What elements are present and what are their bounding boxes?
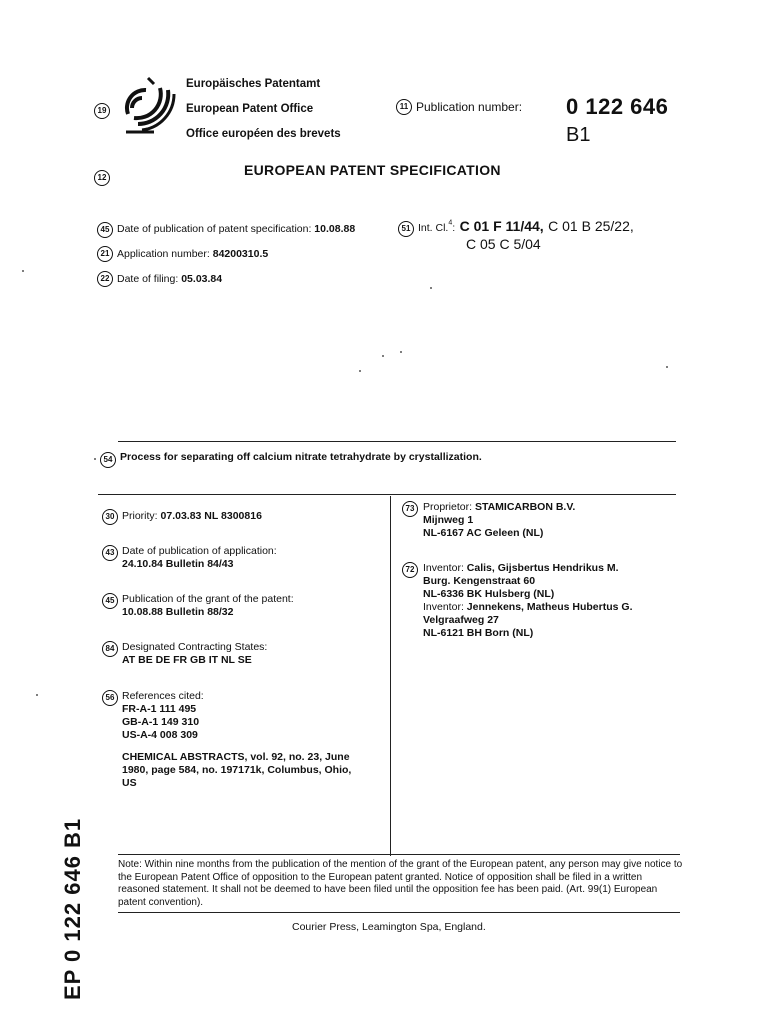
printer-footer: Courier Press, Leamington Spa, England. [292, 921, 486, 933]
references-label: References cited: [122, 690, 204, 702]
int-cl-label: Int. Cl. [418, 222, 449, 234]
inventor-name: Jennekens, Matheus Hubertus G. [466, 601, 633, 613]
inventors-block [423, 562, 633, 640]
inid-code-30: 30 [102, 509, 118, 525]
inid-code-84: 84 [102, 641, 118, 657]
document-type-title: EUROPEAN PATENT SPECIFICATION [244, 162, 501, 178]
kind-code: B1 [566, 124, 591, 146]
application-publication-label: Date of publication of application: [122, 545, 277, 557]
int-cl-secondary-2: C 05 C 5/04 [466, 236, 541, 252]
grant-publication-value: 10.08.88 Bulletin 88/32 [122, 606, 234, 618]
spec-publication-date-label: Date of publication of patent specification: [117, 223, 312, 235]
chemical-abstracts-reference [122, 751, 351, 790]
application-number: 84200310.5 [212, 248, 269, 260]
office-name-en: European Patent Office [186, 103, 314, 115]
int-cl-sup: 4 [448, 219, 453, 227]
proprietor-name: STAMICARBON B.V. [474, 501, 576, 513]
inid-code-51: 51 [398, 221, 414, 237]
filing-date-row [117, 273, 222, 285]
application-number-label: Application number: [117, 248, 210, 260]
opposition-note: Note: Within nine months from the publication of the mention of the grant of the European patent, any person may give notice to the European Patent Office of opposition to the European patent granted. Notice of opposition shall be filed in a written reasoned statement. It shall not be deemed to have been filed until the opposition fee has been paid. (Art. 99(1) European patent convention). [118, 859, 683, 908]
priority-block [122, 510, 262, 523]
priority-value: 07.03.83 NL 8300816 [160, 510, 262, 522]
publication-number-label: Publication number: [416, 100, 523, 114]
inventor-name: Calis, Gijsbertus Hendrikus M. [466, 562, 619, 574]
proprietor-address: Mijnweg 1 [423, 514, 474, 526]
inid-code-72: 72 [402, 562, 418, 578]
grant-publication-block [122, 593, 294, 619]
grant-publication-label: Publication of the grant of the patent: [122, 593, 294, 605]
proprietor-block [423, 501, 575, 540]
sidebar-patent-number: EP 0 122 646 B1 [60, 817, 85, 1000]
inid-code-45: 45 [97, 222, 113, 238]
inventor-address: NL-6121 BH Born (NL) [423, 627, 534, 639]
designated-states-block [122, 641, 267, 667]
inid-code-54: 54 [100, 452, 116, 468]
inventor-address: NL-6336 BK Hulsberg (NL) [423, 588, 555, 600]
inventor-address: Burg. Kengenstraat 60 [423, 575, 536, 587]
inventor-address: Velgraafweg 27 [423, 614, 499, 626]
office-name-fr: Office européen des brevets [186, 128, 341, 140]
application-number-row [117, 248, 268, 260]
inid-code-43: 43 [102, 545, 118, 561]
spec-publication-date: 10.08.88 [314, 223, 356, 235]
int-cl-secondary: C 01 B 25/22, [548, 218, 634, 234]
int-cl-colon: : [452, 222, 456, 234]
designated-states-label: Designated Contracting States: [122, 641, 268, 653]
chem-line: 1980, page 584, no. 197171k, Columbus, Ohio, [122, 764, 352, 776]
chem-line: US [122, 777, 137, 789]
inventor-label: Inventor: [423, 562, 464, 574]
designated-states-value: AT BE DE FR GB IT NL SE [122, 654, 252, 666]
priority-label: Priority: [122, 510, 158, 522]
reference-item: FR-A-1 111 495 [122, 703, 197, 715]
inid-code-12: 12 [94, 170, 110, 186]
invention-title: Process for separating off calcium nitrate tetrahydrate by crystallization. [120, 451, 482, 463]
inid-code-22: 22 [97, 271, 113, 287]
application-publication-value: 24.10.84 Bulletin 84/43 [122, 558, 234, 570]
inid-code-21: 21 [97, 246, 113, 262]
publication-number: 0 122 646 [566, 94, 669, 119]
spec-publication-date-row [117, 223, 355, 235]
proprietor-label: Proprietor: [423, 501, 473, 513]
inventor-label: Inventor: [423, 601, 464, 613]
reference-item: GB-A-1 149 310 [122, 716, 200, 728]
proprietor-address: NL-6167 AC Geleen (NL) [423, 527, 544, 539]
application-publication-block [122, 545, 277, 571]
int-cl-main: C 01 F 11/44, [459, 218, 544, 234]
filing-date: 05.03.84 [181, 273, 223, 285]
chem-line: CHEMICAL ABSTRACTS, vol. 92, no. 23, June [122, 751, 350, 763]
office-name-de: Europäisches Patentamt [186, 78, 321, 90]
inid-code-73: 73 [402, 501, 418, 517]
epo-logo-icon [124, 76, 176, 138]
references-block [122, 690, 204, 742]
inid-code-45b: 45 [102, 593, 118, 609]
inid-code-56: 56 [102, 690, 118, 706]
reference-item: US-A-4 008 309 [122, 729, 198, 741]
inid-code-19: 19 [94, 103, 110, 119]
inid-code-11: 11 [396, 99, 412, 115]
int-cl-row [418, 218, 634, 236]
filing-date-label: Date of filing: [117, 273, 179, 285]
